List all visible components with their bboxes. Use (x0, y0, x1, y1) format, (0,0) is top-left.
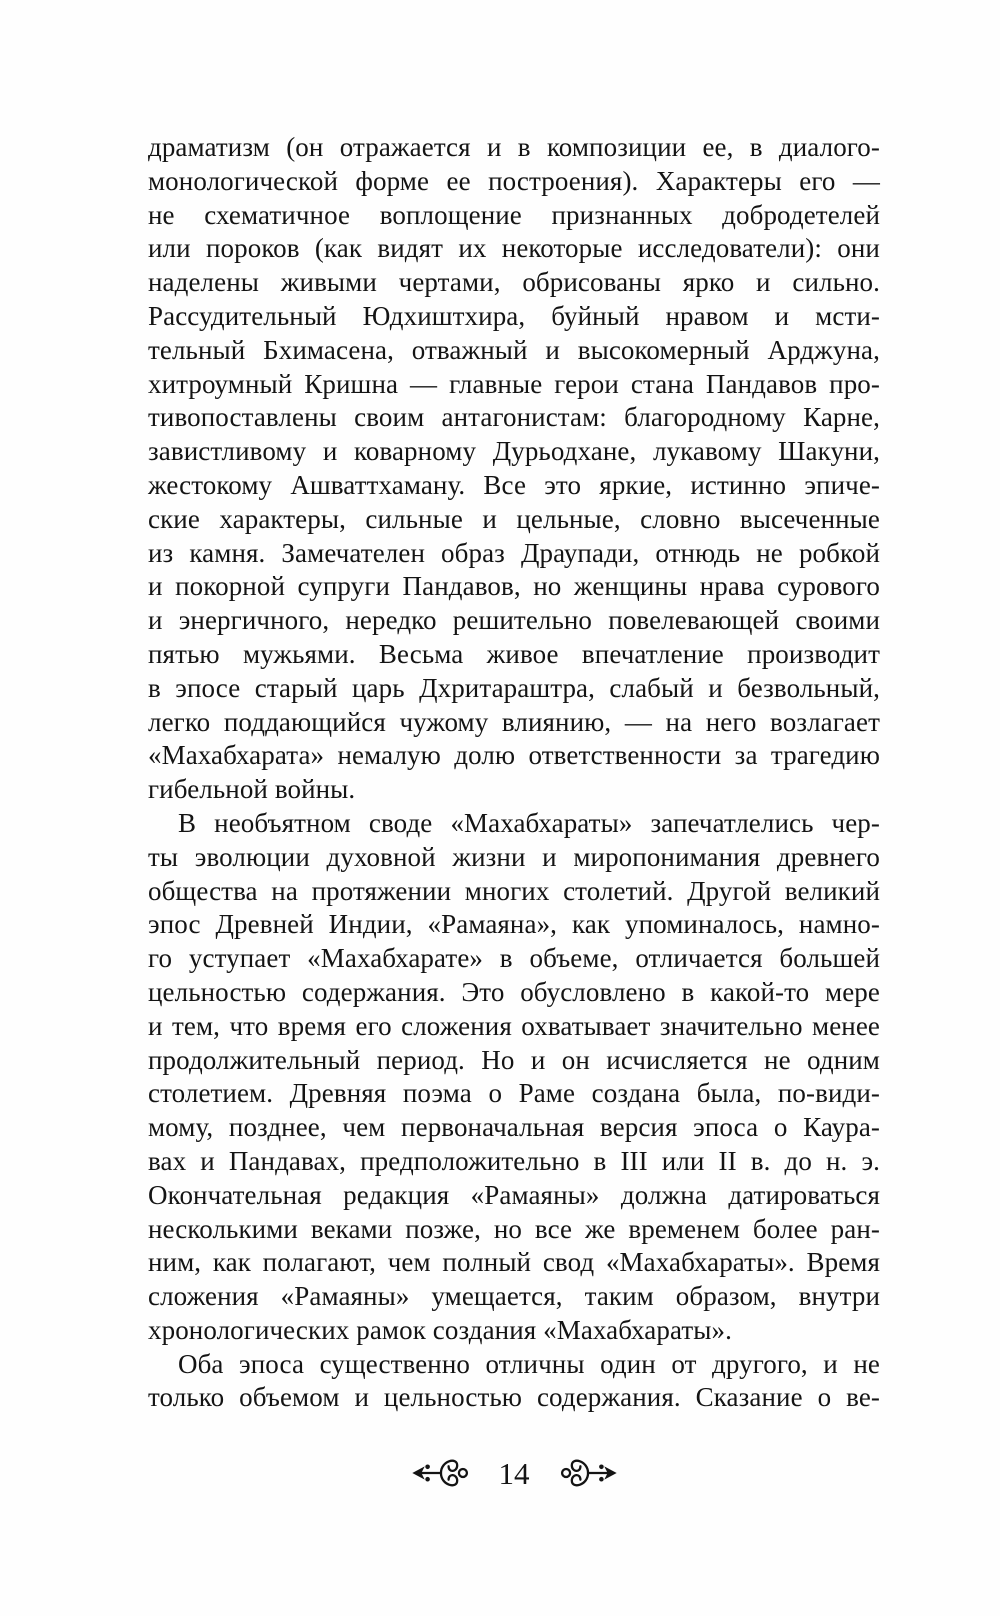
text-line: драматизм (он отражается и в композиции ее, в диалого- (148, 132, 880, 162)
text-line: В необъятном своде «Махабхараты» запечатлелись чер- (178, 807, 880, 838)
text-line: ты эволюции духовной жизни и миропонимания древнего (148, 841, 880, 872)
text-line: пятью мужьями. Весьма живое впечатление производит (148, 638, 880, 669)
text-line: сложения «Рамаяны» умещается, таким образом, внутри (148, 1281, 880, 1312)
page-footer (148, 1448, 880, 1498)
text-line: го уступает «Махабхарате» в объеме, отличается большей (148, 943, 880, 974)
text-line: вах и Пандавах, предположительно в III или II в. до н. э. (148, 1145, 880, 1176)
text-line: продолжительный период. Но и он исчисляется не одним (148, 1044, 880, 1075)
text-line: хитроумный Кришна — главные герои стана Пандавов про- (148, 368, 880, 399)
text-line: цельностью содержания. Это обусловлено в какой-то мере (148, 976, 880, 1007)
text-line: в эпосе старый царь Дхритараштра, слабый и безвольный, (148, 672, 880, 703)
fleuron-right-icon (560, 1452, 618, 1494)
text-line: и энергичного, нередко решительно повелевающей своими (148, 605, 880, 636)
text-line: Оба эпоса существенно отличны один от другого, и не (178, 1348, 880, 1379)
text-line: столетием. Древняя поэма о Раме создана была, по-види- (148, 1078, 880, 1109)
text-line: тельный Бхимасена, отважный и высокомерный Арджуна, (148, 334, 880, 365)
text-line: Окончательная редакция «Рамаяны» должна датироваться (148, 1179, 880, 1210)
text-line: завистливому и коварному Дурьодхане, лукавому Шакуни, (148, 436, 880, 467)
text-line: эпос Древней Индии, «Рамаяна», как упоминалось, намно- (148, 909, 880, 940)
text-line: из камня. Замечателен образ Драупади, отнюдь не робкой (148, 537, 880, 568)
text-line: и покорной супруги Пандавов, но женщины нрава сурового (148, 571, 880, 602)
page-number: 14 (498, 1455, 530, 1491)
text-line: или пороков (как видят их некоторые исследователи): они (148, 233, 880, 264)
text-line: только объемом и цельностью содержания. Сказание о ве- (148, 1382, 880, 1413)
page-text (148, 131, 880, 1415)
text-line: легко поддающийся чужому влиянию, — на него возлагает (148, 706, 880, 737)
paragraph (148, 131, 880, 807)
text-line: хронологических рамок создания «Махабхараты». (148, 1314, 732, 1345)
text-line: общества на протяжении многих столетий. Другой великий (148, 875, 880, 906)
paragraph (148, 807, 880, 1348)
text-line: гибельной войны. (148, 774, 356, 805)
text-line: Рассудительный Юдхиштхира, буйный нравом и мсти- (148, 300, 880, 331)
fleuron-left-icon (411, 1452, 469, 1494)
paragraph (148, 1348, 880, 1416)
text-line: не схематичное воплощение признанных добродетелей (148, 199, 880, 230)
text-line: «Махабхарата» немалую долю ответственности за трагедию (148, 740, 880, 771)
text-line: наделены живыми чертами, обрисованы ярко и сильно. (148, 267, 880, 298)
text-line: и тем, что время его сложения охватывает значительно менее (148, 1010, 880, 1041)
text-line: ним, как полагают, чем полный свод «Махабхараты». Время (148, 1247, 880, 1278)
text-line: тивопоставлены своим антагонистам: благородному Карне, (148, 402, 880, 433)
text-line: монологической форме ее построения). Характеры его — (148, 165, 880, 196)
text-line: мому, позднее, чем первоначальная версия эпоса о Каура- (148, 1112, 880, 1143)
text-line: несколькими веками позже, но все же временем более ран- (148, 1213, 880, 1244)
text-line: жестокому Ашваттхаману. Все это яркие, истинно эпиче- (148, 469, 880, 500)
text-line: ские характеры, сильные и цельные, словно высеченные (148, 503, 880, 534)
